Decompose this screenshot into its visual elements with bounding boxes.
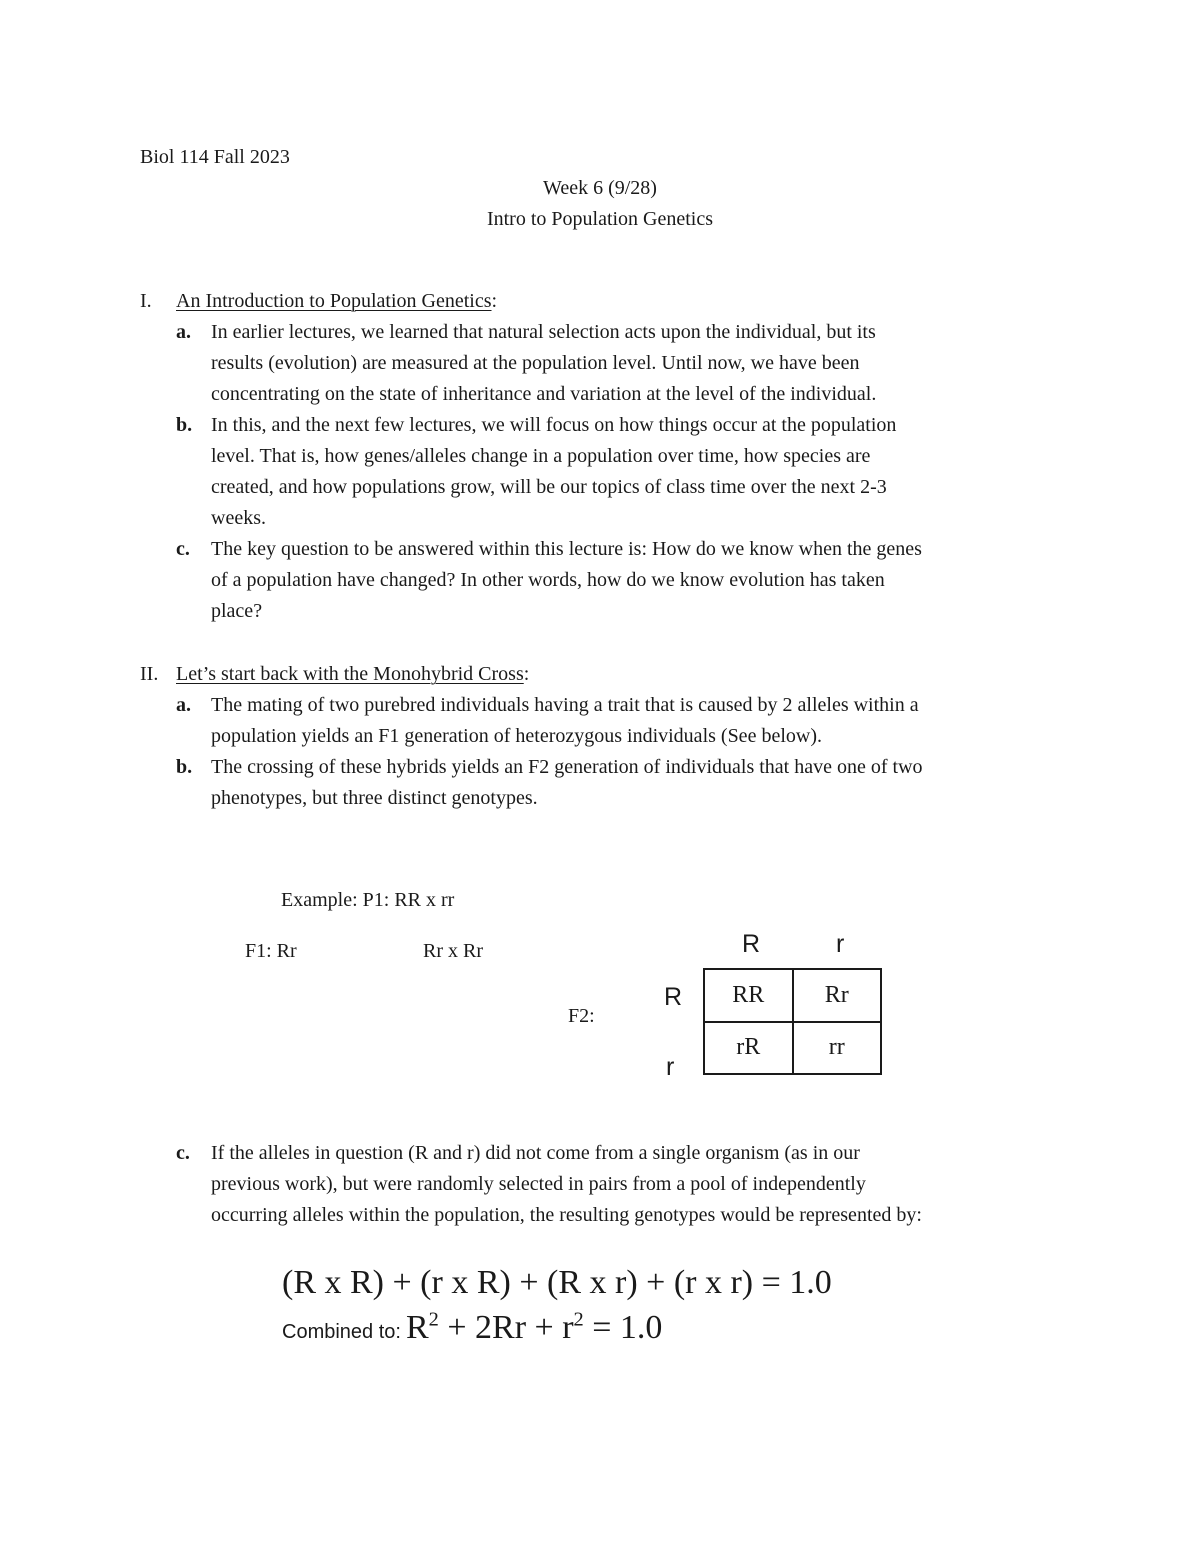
item-line: of a population have changed? In other words, how do we know evolution has taken — [211, 569, 885, 591]
item-line: In earlier lectures, we learned that natural selection acts upon the individual, but its — [211, 321, 876, 343]
item-line: place? — [211, 600, 263, 622]
exponent: 2 — [428, 1308, 439, 1331]
punnett-row-header: r — [666, 1053, 675, 1081]
item-label: b. — [176, 756, 193, 778]
punnett-cell: Rr — [793, 969, 882, 1022]
punnett-col-header: R — [742, 930, 761, 958]
item-line: results (evolution) are measured at the population level. Until now, we have been — [211, 352, 860, 374]
exponent: 2 — [573, 1308, 584, 1331]
formula-r: R — [405, 1309, 429, 1346]
item-line: If the alleles in question (R and r) did not come from a single organism (as in our — [211, 1142, 860, 1164]
section-1-numeral: I. — [140, 290, 152, 312]
item-label: b. — [176, 414, 193, 436]
page-title: Intro to Population Genetics — [486, 208, 714, 230]
punnett-square — [703, 968, 882, 1075]
item-label: c. — [176, 1142, 190, 1164]
item-label: a. — [176, 694, 191, 716]
item-line: The crossing of these hybrids yields an F2 generation of individuals that have one of two — [211, 756, 923, 778]
item-line: In this, and the next few lectures, we will focus on how things occur at the population — [211, 414, 897, 436]
item-label: a. — [176, 321, 191, 343]
formula-mid: + 2Rr + r — [438, 1309, 574, 1346]
section-2-heading — [176, 659, 529, 690]
punnett-cell: rR — [704, 1022, 793, 1075]
full-equation: (R x R) + (r x R) + (R x r) + (r x r) = 1.0 — [282, 1264, 832, 1301]
week-label: Week 6 (9/28) — [543, 177, 657, 199]
section-1-heading-text: An Introduction to Population Genetics — [176, 290, 492, 312]
section-1-heading — [176, 286, 497, 317]
combined-equation — [282, 1308, 662, 1348]
p1-cross: Example: P1: RR x rr — [281, 889, 455, 911]
item-line: The key question to be answered within this lecture is: How do we know when the genes — [211, 538, 922, 560]
f2-label: F2: — [568, 1005, 595, 1027]
item-line: created, and how populations grow, will be our topics of class time over the next 2-3 — [211, 476, 887, 498]
punnett-col-header: r — [836, 930, 845, 958]
formula-end: = 1.0 — [583, 1309, 663, 1346]
punnett-cell: rr — [793, 1022, 882, 1075]
punnett-row-header: R — [664, 983, 683, 1011]
f1-cross: Rr x Rr — [423, 940, 483, 962]
item-line: phenotypes, but three distinct genotypes. — [211, 787, 538, 809]
punnett-cell: RR — [704, 969, 793, 1022]
item-line: The mating of two purebred individuals having a trait that is caused by 2 alleles within a — [211, 694, 919, 716]
section-1-colon: : — [491, 290, 498, 312]
combined-formula — [406, 1309, 662, 1346]
section-2-heading-text: Let’s start back with the Monohybrid Cross — [176, 663, 524, 685]
course-name: Biol 114 Fall 2023 — [140, 146, 290, 168]
item-line: level. That is, how genes/alleles change in a population over time, how species are — [211, 445, 871, 467]
item-label: c. — [176, 538, 190, 560]
section-2-colon: : — [523, 663, 530, 685]
item-line: population yields an F1 generation of heterozygous individuals (See below). — [211, 725, 822, 747]
f1-label: F1: Rr — [245, 940, 297, 962]
combined-label: Combined to: — [282, 1321, 401, 1343]
section-2-numeral: II. — [140, 663, 159, 685]
item-line: previous work), but were randomly selected in pairs from a pool of independently — [211, 1173, 866, 1195]
item-line: weeks. — [211, 507, 266, 529]
item-line: occurring alleles within the population, the resulting genotypes would be represented by: — [211, 1204, 922, 1226]
item-line: concentrating on the state of inheritance and variation at the level of the individual. — [211, 383, 877, 405]
